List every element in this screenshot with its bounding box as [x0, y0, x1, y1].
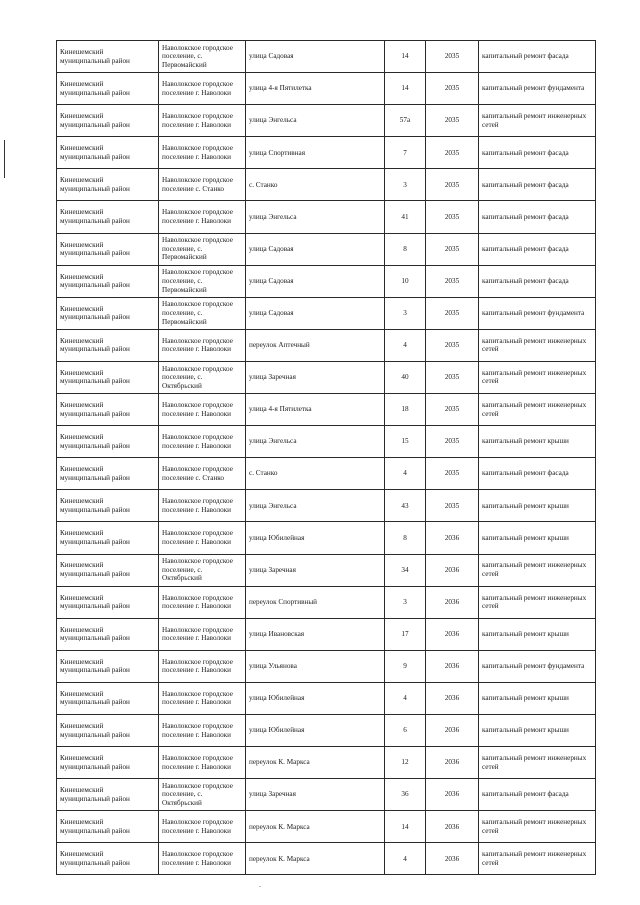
- table-row: [57, 682, 596, 714]
- house-number-cell: 8: [385, 522, 426, 554]
- settlement-cell: Наволокское городское поселение г. Наволоки: [159, 682, 246, 714]
- district-cell: Кинешемский муниципальный район: [57, 265, 159, 297]
- settlement-cell: Наволокское городское поселение г. Наволоки: [159, 586, 246, 618]
- district-cell: Кинешемский муниципальный район: [57, 650, 159, 682]
- year-cell: 2036: [426, 714, 479, 746]
- table-row: [57, 779, 596, 811]
- work-type-cell: капитальный ремонт инженерных сетей: [479, 361, 596, 393]
- house-number-cell: 15: [385, 426, 426, 458]
- street-cell: улица Юбилейная: [246, 714, 385, 746]
- work-type-cell: капитальный ремонт фасада: [479, 458, 596, 490]
- table-row: [57, 73, 596, 105]
- table-row: [57, 394, 596, 426]
- table-row: [57, 522, 596, 554]
- year-cell: 2035: [426, 137, 479, 169]
- year-cell: 2035: [426, 426, 479, 458]
- settlement-cell: Наволокское городское поселение г. Наволоки: [159, 105, 246, 137]
- settlement-cell: Наволокское городское поселение, с. Первомайский: [159, 297, 246, 329]
- year-cell: 2036: [426, 650, 479, 682]
- year-cell: 2035: [426, 490, 479, 522]
- year-cell: 2035: [426, 458, 479, 490]
- table-row: [57, 811, 596, 843]
- work-type-cell: капитальный ремонт инженерных сетей: [479, 811, 596, 843]
- district-cell: Кинешемский муниципальный район: [57, 618, 159, 650]
- table-row: [57, 426, 596, 458]
- district-cell: Кинешемский муниципальный район: [57, 361, 159, 393]
- table-row: [57, 41, 596, 73]
- district-cell: Кинешемский муниципальный район: [57, 682, 159, 714]
- district-cell: Кинешемский муниципальный район: [57, 779, 159, 811]
- settlement-cell: Наволокское городское поселение г. Наволоки: [159, 394, 246, 426]
- settlement-cell: Наволокское городское поселение г. Наволоки: [159, 201, 246, 233]
- house-number-cell: 43: [385, 490, 426, 522]
- year-cell: 2035: [426, 265, 479, 297]
- table-row: [57, 265, 596, 297]
- work-type-cell: капитальный ремонт фундамента: [479, 650, 596, 682]
- work-type-cell: капитальный ремонт фасада: [479, 137, 596, 169]
- street-cell: улица Энгельса: [246, 105, 385, 137]
- work-type-cell: капитальный ремонт инженерных сетей: [479, 747, 596, 779]
- table-row: [57, 137, 596, 169]
- street-cell: улица Энгельса: [246, 426, 385, 458]
- table-row: [57, 361, 596, 393]
- street-cell: улица 4-я Пятилетка: [246, 394, 385, 426]
- table-row: [57, 843, 596, 875]
- house-number-cell: 4: [385, 458, 426, 490]
- table-row: [57, 618, 596, 650]
- table-row: [57, 714, 596, 746]
- table-row: [57, 105, 596, 137]
- settlement-cell: Наволокское городское поселение г. Наволоки: [159, 618, 246, 650]
- work-type-cell: капитальный ремонт инженерных сетей: [479, 843, 596, 875]
- settlement-cell: Наволокское городское поселение, с. Первомайский: [159, 233, 246, 265]
- settlement-cell: Наволокское городское поселение г. Наволоки: [159, 747, 246, 779]
- house-number-cell: 4: [385, 329, 426, 361]
- table-row: [57, 169, 596, 201]
- settlement-cell: Наволокское городское поселение, с. Первомайский: [159, 265, 246, 297]
- work-type-cell: капитальный ремонт инженерных сетей: [479, 105, 596, 137]
- work-type-cell: капитальный ремонт инженерных сетей: [479, 586, 596, 618]
- district-cell: Кинешемский муниципальный район: [57, 73, 159, 105]
- house-number-cell: 3: [385, 297, 426, 329]
- work-type-cell: капитальный ремонт крыши: [479, 682, 596, 714]
- settlement-cell: Наволокское городское поселение, с. Октябрьский: [159, 554, 246, 586]
- year-cell: 2036: [426, 811, 479, 843]
- house-number-cell: 12: [385, 747, 426, 779]
- district-cell: Кинешемский муниципальный район: [57, 169, 159, 201]
- settlement-cell: Наволокское городское поселение г. Наволоки: [159, 714, 246, 746]
- house-number-cell: 8: [385, 233, 426, 265]
- work-type-cell: капитальный ремонт инженерных сетей: [479, 554, 596, 586]
- settlement-cell: Наволокское городское поселение г. Наволоки: [159, 137, 246, 169]
- district-cell: Кинешемский муниципальный район: [57, 458, 159, 490]
- street-cell: улица Садовая: [246, 233, 385, 265]
- street-cell: улица Юбилейная: [246, 682, 385, 714]
- street-cell: улица Спортивная: [246, 137, 385, 169]
- table-row: [57, 490, 596, 522]
- table-body: [57, 41, 596, 875]
- district-cell: Кинешемский муниципальный район: [57, 586, 159, 618]
- street-cell: улица Садовая: [246, 265, 385, 297]
- street-cell: переулок Спортивный: [246, 586, 385, 618]
- district-cell: Кинешемский муниципальный район: [57, 490, 159, 522]
- street-cell: улица Садовая: [246, 297, 385, 329]
- street-cell: улица Энгельса: [246, 490, 385, 522]
- year-cell: 2035: [426, 105, 479, 137]
- house-number-cell: 4: [385, 843, 426, 875]
- year-cell: 2036: [426, 682, 479, 714]
- street-cell: улица Ульянова: [246, 650, 385, 682]
- house-number-cell: 40: [385, 361, 426, 393]
- settlement-cell: Наволокское городское поселение с. Станко: [159, 458, 246, 490]
- street-cell: переулок К. Маркса: [246, 811, 385, 843]
- year-cell: 2035: [426, 297, 479, 329]
- settlement-cell: Наволокское городское поселение г. Наволоки: [159, 650, 246, 682]
- house-number-cell: 7: [385, 137, 426, 169]
- year-cell: 2035: [426, 169, 479, 201]
- year-cell: 2035: [426, 233, 479, 265]
- table-row: [57, 554, 596, 586]
- district-cell: Кинешемский муниципальный район: [57, 201, 159, 233]
- work-type-cell: капитальный ремонт инженерных сетей: [479, 329, 596, 361]
- work-type-cell: капитальный ремонт фасада: [479, 169, 596, 201]
- street-cell: переулок К. Маркса: [246, 843, 385, 875]
- district-cell: Кинешемский муниципальный район: [57, 554, 159, 586]
- work-type-cell: капитальный ремонт крыши: [479, 714, 596, 746]
- work-type-cell: капитальный ремонт крыши: [479, 490, 596, 522]
- street-cell: с. Станко: [246, 169, 385, 201]
- street-cell: улица Ивановская: [246, 618, 385, 650]
- table-row: [57, 458, 596, 490]
- year-cell: 2035: [426, 41, 479, 73]
- year-cell: 2035: [426, 201, 479, 233]
- year-cell: 2035: [426, 361, 479, 393]
- settlement-cell: Наволокское городское поселение с. Станко: [159, 169, 246, 201]
- settlement-cell: Наволокское городское поселение, с. Октябрьский: [159, 361, 246, 393]
- street-cell: переулок Аптечный: [246, 329, 385, 361]
- street-cell: с. Станко: [246, 458, 385, 490]
- house-number-cell: 36: [385, 779, 426, 811]
- house-number-cell: 14: [385, 41, 426, 73]
- district-cell: Кинешемский муниципальный район: [57, 297, 159, 329]
- work-type-cell: капитальный ремонт фасада: [479, 779, 596, 811]
- house-number-cell: 6: [385, 714, 426, 746]
- house-number-cell: 10: [385, 265, 426, 297]
- table-row: [57, 201, 596, 233]
- work-type-cell: капитальный ремонт фасада: [479, 41, 596, 73]
- settlement-cell: Наволокское городское поселение г. Наволоки: [159, 522, 246, 554]
- district-cell: Кинешемский муниципальный район: [57, 522, 159, 554]
- street-cell: улица Заречная: [246, 779, 385, 811]
- settlement-cell: Наволокское городское поселение г. Наволоки: [159, 843, 246, 875]
- year-cell: 2036: [426, 843, 479, 875]
- settlement-cell: Наволокское городское поселение, с. Октябрьский: [159, 779, 246, 811]
- year-cell: 2036: [426, 618, 479, 650]
- table-row: [57, 233, 596, 265]
- settlement-cell: Наволокское городское поселение г. Наволоки: [159, 811, 246, 843]
- street-cell: улица Энгельса: [246, 201, 385, 233]
- house-number-cell: 18: [385, 394, 426, 426]
- table-row: [57, 586, 596, 618]
- year-cell: 2036: [426, 522, 479, 554]
- house-number-cell: 14: [385, 73, 426, 105]
- table-row: [57, 650, 596, 682]
- work-type-cell: капитальный ремонт фасада: [479, 201, 596, 233]
- house-number-cell: 9: [385, 650, 426, 682]
- street-cell: улица Заречная: [246, 554, 385, 586]
- work-type-cell: капитальный ремонт крыши: [479, 618, 596, 650]
- settlement-cell: Наволокское городское поселение, с. Первомайский: [159, 41, 246, 73]
- house-number-cell: 34: [385, 554, 426, 586]
- district-cell: Кинешемский муниципальный район: [57, 394, 159, 426]
- district-cell: Кинешемский муниципальный район: [57, 714, 159, 746]
- house-number-cell: 41: [385, 201, 426, 233]
- house-number-cell: 57а: [385, 105, 426, 137]
- district-cell: Кинешемский муниципальный район: [57, 843, 159, 875]
- work-type-cell: капитальный ремонт крыши: [479, 426, 596, 458]
- work-type-cell: капитальный ремонт инженерных сетей: [479, 394, 596, 426]
- year-cell: 2036: [426, 779, 479, 811]
- district-cell: Кинешемский муниципальный район: [57, 426, 159, 458]
- house-number-cell: 3: [385, 169, 426, 201]
- district-cell: Кинешемский муниципальный район: [57, 811, 159, 843]
- year-cell: 2035: [426, 394, 479, 426]
- page-footer-mark: .: [259, 880, 261, 889]
- street-cell: улица 4-я Пятилетка: [246, 73, 385, 105]
- house-number-cell: 17: [385, 618, 426, 650]
- work-type-cell: капитальный ремонт фундамента: [479, 73, 596, 105]
- table-row: [57, 297, 596, 329]
- year-cell: 2036: [426, 747, 479, 779]
- settlement-cell: Наволокское городское поселение г. Наволоки: [159, 329, 246, 361]
- table-row: [57, 329, 596, 361]
- district-cell: Кинешемский муниципальный район: [57, 105, 159, 137]
- year-cell: 2036: [426, 554, 479, 586]
- district-cell: Кинешемский муниципальный район: [57, 233, 159, 265]
- street-cell: переулок К. Маркса: [246, 747, 385, 779]
- year-cell: 2036: [426, 586, 479, 618]
- work-type-cell: капитальный ремонт фасада: [479, 233, 596, 265]
- house-number-cell: 14: [385, 811, 426, 843]
- year-cell: 2035: [426, 329, 479, 361]
- table-row: [57, 747, 596, 779]
- district-cell: Кинешемский муниципальный район: [57, 329, 159, 361]
- work-type-cell: капитальный ремонт фундамента: [479, 297, 596, 329]
- settlement-cell: Наволокское городское поселение г. Наволоки: [159, 490, 246, 522]
- settlement-cell: Наволокское городское поселение г. Наволоки: [159, 73, 246, 105]
- work-type-cell: капитальный ремонт крыши: [479, 522, 596, 554]
- work-type-cell: капитальный ремонт фасада: [479, 265, 596, 297]
- district-cell: Кинешемский муниципальный район: [57, 747, 159, 779]
- year-cell: 2035: [426, 73, 479, 105]
- house-number-cell: 3: [385, 586, 426, 618]
- repair-schedule-table: [56, 40, 596, 875]
- settlement-cell: Наволокское городское поселение г. Наволоки: [159, 426, 246, 458]
- street-cell: улица Садовая: [246, 41, 385, 73]
- house-number-cell: 4: [385, 682, 426, 714]
- street-cell: улица Юбилейная: [246, 522, 385, 554]
- street-cell: улица Заречная: [246, 361, 385, 393]
- district-cell: Кинешемский муниципальный район: [57, 137, 159, 169]
- margin-mark: [4, 140, 5, 178]
- district-cell: Кинешемский муниципальный район: [57, 41, 159, 73]
